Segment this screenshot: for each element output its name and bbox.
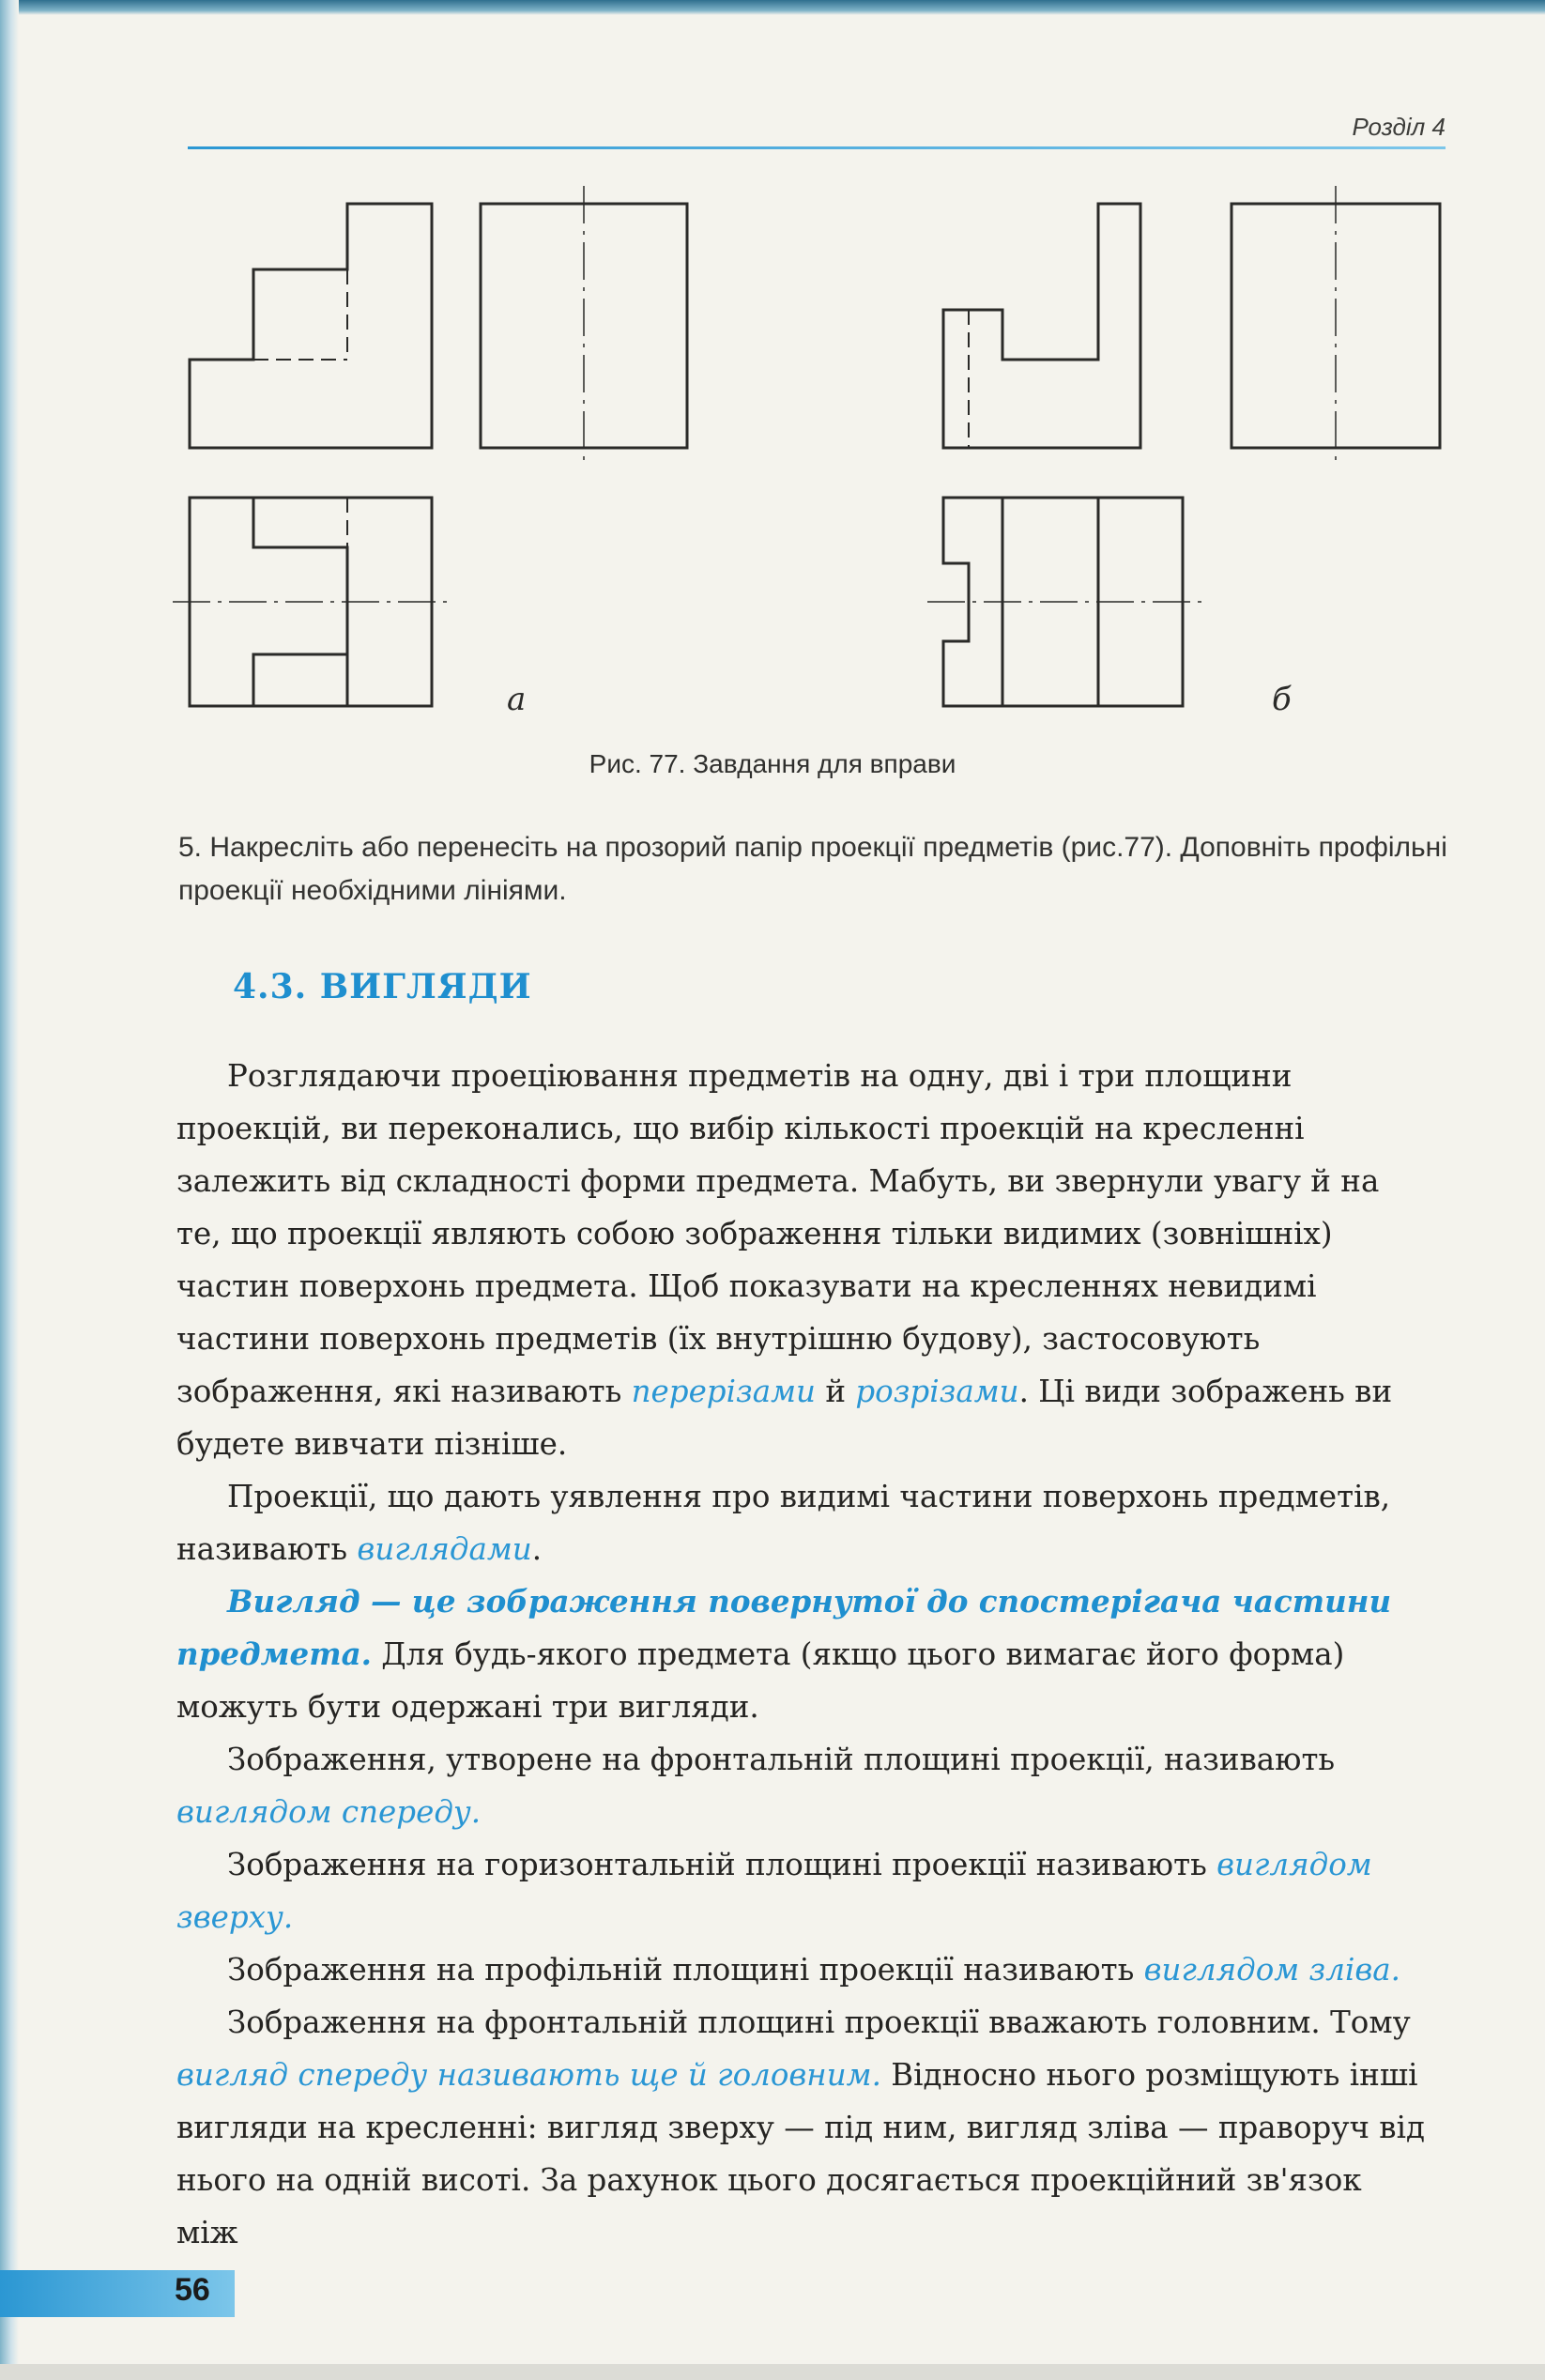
figure-label-a: а [507,681,527,718]
drawing-a-top-inner-shape [253,654,347,706]
definition-vyglyad: Вигляд — це зображення повернутої до спостерігача частини предмета. [176,1583,1392,1672]
term-top-view: виглядом зверху. [176,1847,1372,1935]
figure-label-b: б [1272,681,1292,718]
section-heading: 4.3. ВИГЛЯДИ [233,967,532,1006]
paragraph-5 [176,1838,1425,1943]
term-pererizy: перерізами [631,1374,816,1409]
paragraph-text: . [531,1531,543,1567]
exercise-text: 5. Накресліть або перенесіть на прозорий папір проекції предметів (рис.77). Доповніть профільні проекції необхідними лініями. [178,832,1447,906]
figure-caption: Рис. 77. Завдання для вправи [589,749,956,778]
page-number: 56 [175,2272,210,2308]
paragraph-3 [176,1575,1425,1733]
paragraph-6 [176,1943,1425,1996]
paragraph-2 [176,1470,1425,1575]
drawing-b-front-view [943,204,1140,448]
paragraph-7 [176,1996,1425,2259]
section-label: Розділ 4 [1352,113,1446,141]
paragraph-text: . Ці види зображень ви будете вивчати пізніше. [176,1374,1393,1462]
paragraph-text: Проекції, що дають уявлення про видимі частини поверхонь предметів, називають [176,1479,1391,1567]
term-left-view: виглядом зліва. [1143,1952,1400,1988]
term-front-view: виглядом спереду. [176,1794,482,1830]
paragraph-1 [176,1050,1425,1470]
paragraph-text: Відносно нього розміщують інші вигляди на кресленні: вигляд зверху — під ним, вигляд зліва — праворуч від нього на одній висоті. За рахунок цього досягається проекційний зв'язок між [176,2057,1425,2250]
paragraph-text: Зображення на фронтальній площині проекції вважають головним. Тому [227,2004,1411,2040]
paragraph-text: й [816,1374,856,1409]
paragraph-text: Розглядаючи проеціювання предметів на одну, дві і три площини проекцій, ви переконались, що вибір кількості проекцій на кресленні залежить від складності форми предмета. Мабуть, ви звернули увагу й на те, що проекції являють собою зображення тільки видимих (зовнішніх) частин поверхонь предмета. Щоб показувати на кресленнях невидимі частини поверхонь предметів (їх внутрішню будову), застосовують зображення, які називають [176,1058,1380,1409]
paragraph-text: Зображення на горизонтальній площині проекції називають [227,1847,1217,1882]
term-vyglyady: виглядами [357,1531,532,1567]
paragraph-text: Зображення, утворене на фронтальній площині проекції, називають [227,1742,1336,1777]
paragraph-4 [176,1733,1425,1838]
bottom-edge-band [0,2364,1545,2380]
term-main-view: вигляд спереду називають ще й головним. [176,2057,881,2093]
paragraph-text: Зображення на профільній площині проекції називають [227,1952,1144,1988]
term-rozrizy: розрізами [855,1374,1019,1409]
body-text [176,1050,1425,2259]
drawing-a-front-view [190,204,432,448]
figure-77-drawings [0,0,1545,732]
paragraph-text: Для будь-якого предмета (якщо цього вимагає його форма) можуть бути одержані три вигляди. [176,1636,1345,1725]
